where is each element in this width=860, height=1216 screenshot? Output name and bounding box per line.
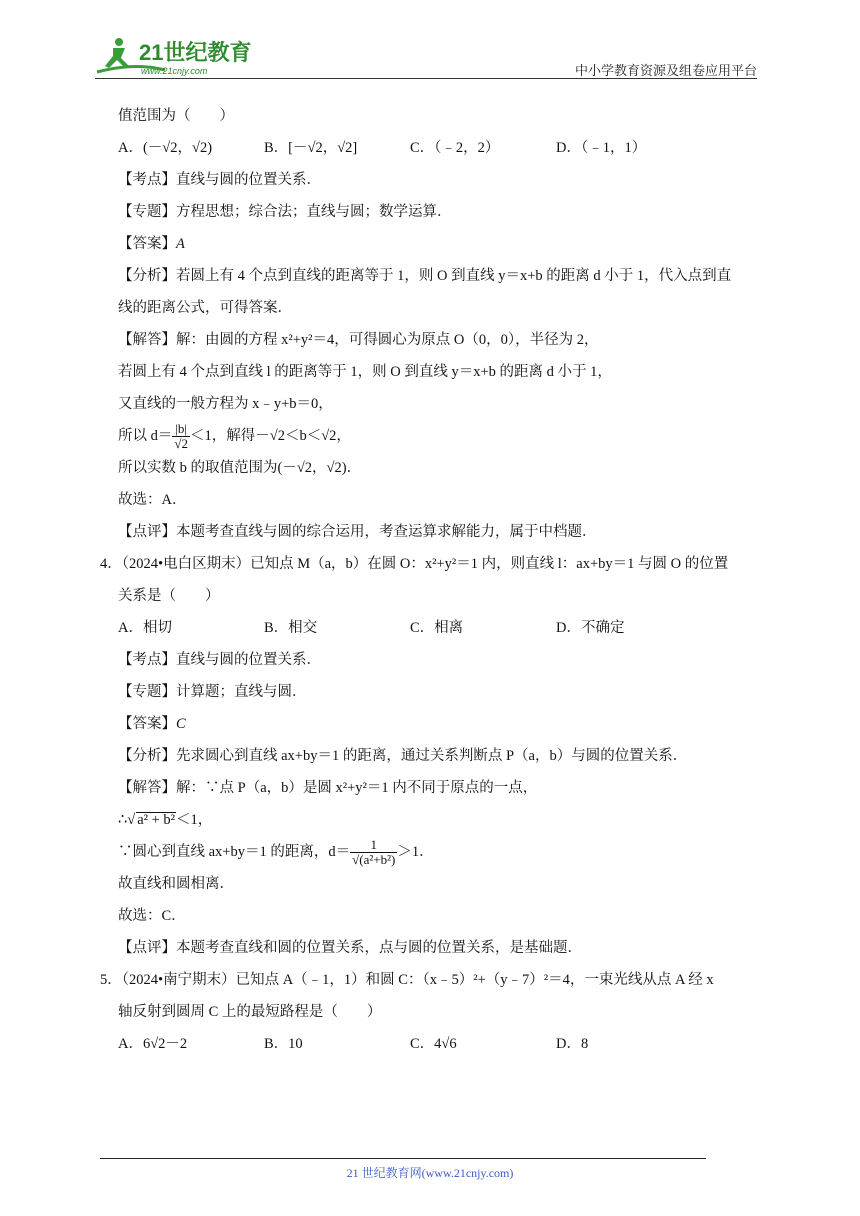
q3-answer-value: A (176, 236, 185, 252)
q3-stem-cont: 值范围为（ ） (118, 108, 234, 124)
q4-zhuanti: 【专题】计算题；直线与圆． (118, 684, 307, 700)
logo-runner-icon (95, 34, 265, 78)
q3-answer-label: 【答案】 (118, 236, 176, 252)
q3-jieda-3: 又直线的一般方程为 x﹣y+b＝0， (118, 396, 333, 412)
q3-option-a: A．(－√2，√2) (118, 140, 213, 156)
q4-kaodian: 【考点】直线与圆的位置关系． (118, 652, 321, 668)
q4-jieda-1: 【解答】解：∵点 P（a，b）是圆 x²+y²＝1 内不同于原点的一点， (118, 780, 538, 796)
q3-jieda-1: 【解答】解：由圆的方程 x²+y²＝4，可得圆心为原点 O（0，0），半径为 2， (118, 332, 599, 348)
document-body (100, 100, 768, 1060)
q4-answer-value: C (176, 716, 186, 732)
q4-jieda-3-pre: ∵圆心到直线 ax+by＝1 的距离，d＝ (118, 844, 351, 860)
q4-option-c: C．相离 (410, 620, 464, 636)
q3-fenxi-2: 线的距离公式，可得答案． (118, 300, 292, 316)
q5-stem-1: 5．（2024•南宁期末）已知点 A（﹣1，1）和圆 C：（x﹣5）²+（y﹣7）²＝4，一束光线从点 A 经 x (100, 972, 714, 988)
q4-jieda-2: ∴√ a² + b²＜1， (118, 812, 213, 828)
q4-option-a: A．相切 (118, 620, 172, 636)
q4-jieda-3-post: ＞1． (397, 844, 434, 860)
q4-sqrt-radicand: a² + b² (137, 812, 176, 828)
q3-option-d: D．（﹣1，1） (556, 140, 647, 156)
q3-answer (118, 228, 768, 260)
logo-text: 21世纪教育 (139, 40, 252, 65)
q3-jieda-2: 若圆上有 4 个点到直线 l 的距离等于 1，则 O 到直线 y＝x+b 的距离 d 小于 1， (118, 364, 612, 380)
q4-jieda-2-post: ＜1， (176, 812, 213, 828)
q4-jieda-3 (118, 836, 768, 868)
q4-options (118, 612, 768, 644)
q4-jieda-4: 故直线和圆相离． (118, 876, 234, 892)
platform-name: 中小学教育资源及组卷应用平台 (574, 63, 757, 78)
q4-dianping: 【点评】本题考查直线和圆的位置关系，点与圆的位置关系，是基础题． (118, 940, 582, 956)
q3-option-c: C．（﹣2，2） (410, 140, 500, 156)
q4-fraction (350, 838, 397, 867)
q4-jieda-2-pre: ∴ (118, 812, 128, 828)
page-footer: 21 世纪教育网(www.21cnjy.com) (346, 1166, 514, 1180)
q4-answer (118, 708, 768, 740)
q4-fenxi: 【分析】先求圆心到直线 ax+by＝1 的距离，通过关系判断点 P（a，b）与圆的位置关系． (118, 748, 688, 764)
page-header (95, 30, 757, 80)
header-divider (95, 78, 757, 79)
q4-stem-2: 关系是（ ） (118, 588, 220, 604)
q5-option-d: D．8 (556, 1036, 589, 1052)
q3-jieda-4-post: ＜1，解得－√2＜b＜√2， (190, 428, 351, 444)
q3-option-b: B．[－√2，√2] (264, 140, 358, 156)
site-logo (95, 34, 265, 78)
q4-fraction-den: √(a²+b²) (352, 852, 396, 868)
footer-divider (100, 1158, 706, 1159)
q3-kaodian: 【考点】直线与圆的位置关系． (118, 172, 321, 188)
q3-fraction-den: √2 (174, 436, 189, 452)
q4-guxuan: 故选：C． (118, 908, 186, 924)
q4-answer-label: 【答案】 (118, 716, 176, 732)
q3-guxuan: 故选：A． (118, 492, 187, 508)
q3-fenxi-1: 【分析】若圆上有 4 个点到直线的距离等于 1，则 O 到直线 y＝x+b 的距离 d 小于 1，代入点到直 (118, 268, 732, 284)
q5-options (118, 1028, 768, 1060)
q3-jieda-4 (118, 420, 768, 452)
q4-option-d: D．不确定 (556, 620, 625, 636)
logo-url: www.21cnjy.com (141, 66, 208, 76)
q5-option-c: C．4√6 (410, 1036, 457, 1052)
q3-jieda-4-pre: 所以 d＝ (118, 428, 173, 444)
q3-zhuanti: 【专题】方程思想；综合法；直线与圆；数学运算． (118, 204, 452, 220)
q3-jieda-5: 所以实数 b 的取值范围为(－√2，√2)． (118, 460, 362, 476)
q4-fraction-num: 1 (350, 838, 397, 853)
q5-stem-2: 轴反射到圆周 C 上的最短路程是（ ） (118, 1004, 382, 1020)
q3-fraction-num: |b| (172, 422, 190, 437)
q5-option-b: B．10 (264, 1036, 303, 1052)
q4-option-b: B．相交 (264, 620, 318, 636)
q4-stem-1: 4．（2024•电白区期末）已知点 M（a，b）在圆 O：x²+y²＝1 内，则直线 l：ax+by＝1 与圆 O 的位置 (100, 556, 729, 572)
q3-dianping: 【点评】本题考查直线与圆的综合运用，考查运算求解能力，属于中档题． (118, 524, 597, 540)
q3-options (118, 132, 768, 164)
q5-option-a: A．6√2－2 (118, 1036, 188, 1052)
q3-fraction (172, 422, 190, 451)
